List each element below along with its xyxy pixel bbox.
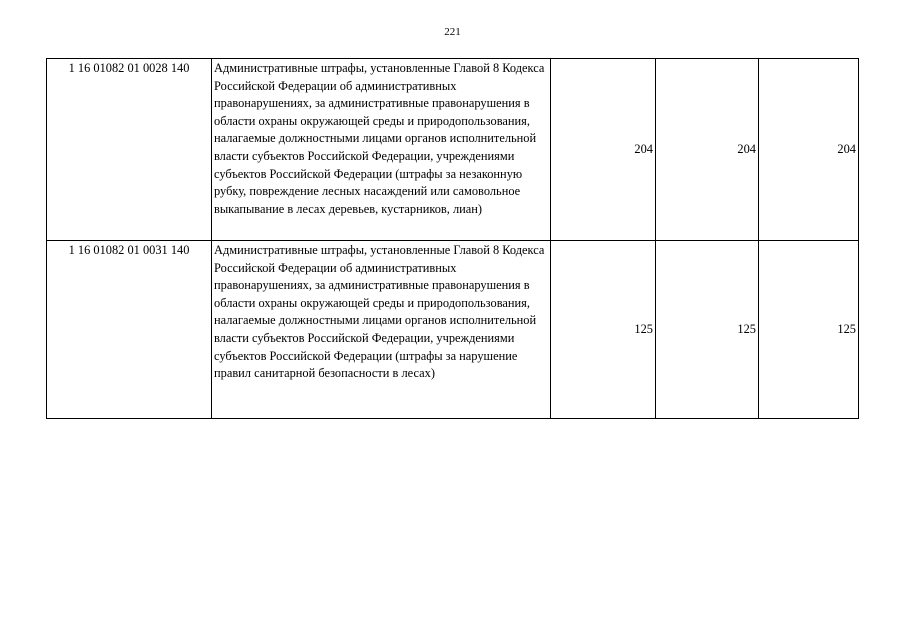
table-body <box>47 59 859 419</box>
amount-cell-2: 125 <box>656 241 759 419</box>
table-row <box>47 241 859 419</box>
description-cell: Административные штрафы, установленные Главой 8 Кодекса Российской Федерации об административных правонарушениях, за административные правонарушения в области охраны окружающей среды и природопользования, налагаемые должностными лицами органов исполнительной власти субъектов Российской Федерации, учреждениями субъектов Российской Федерации (штрафы за незаконную рубку, повреждение лесных насаждений или самовольное выкапывание в лесах деревьев, кустарников, лиан) <box>212 59 551 241</box>
amount-cell-1: 125 <box>551 241 656 419</box>
table-row <box>47 59 859 241</box>
budget-code-cell: 1 16 01082 01 0031 140 <box>47 241 212 419</box>
page-number: 221 <box>444 26 461 38</box>
amount-cell-1: 204 <box>551 59 656 241</box>
amount-cell-3: 204 <box>759 59 859 241</box>
description-cell: Административные штрафы, установленные Главой 8 Кодекса Российской Федерации об административных правонарушениях, за административные правонарушения в области охраны окружающей среды и природопользования, налагаемые должностными лицами органов исполнительной власти субъектов Российской Федерации, учреждениями субъектов Российской Федерации (штрафы за нарушение правил санитарной безопасности в лесах) <box>212 241 551 419</box>
budget-code-cell: 1 16 01082 01 0028 140 <box>47 59 212 241</box>
amount-cell-3: 125 <box>759 241 859 419</box>
amount-cell-2: 204 <box>656 59 759 241</box>
budget-table <box>46 58 859 419</box>
